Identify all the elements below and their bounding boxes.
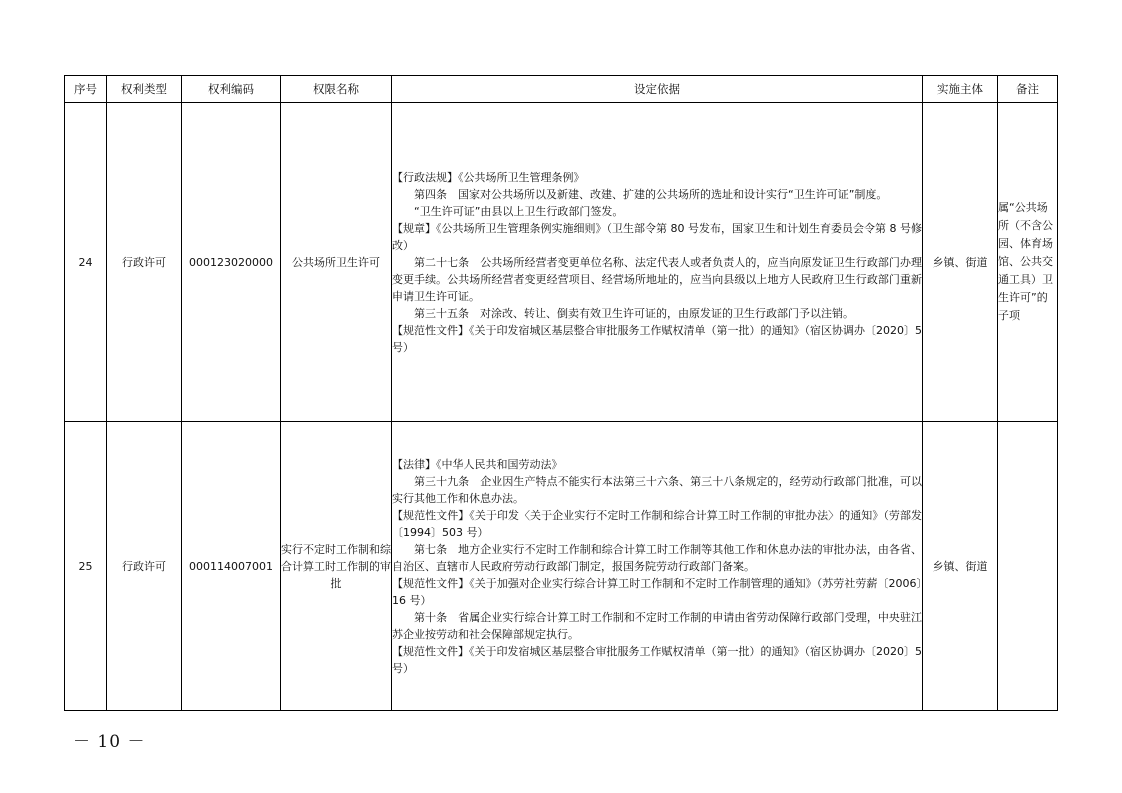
permission-table [64, 75, 1058, 711]
table-row [65, 422, 1058, 711]
legal-basis [392, 103, 923, 422]
basis-line: 【规范性文件】《关于印发宿城区基层整合审批服务工作赋权清单（第一批）的通知》（宿区协调办〔2020〕5 号） [392, 323, 922, 354]
right-name: 实行不定时工作制和综合计算工时工作制的审批 [281, 422, 392, 711]
header-basis: 设定依据 [392, 76, 923, 103]
right-name: 公共场所卫生许可 [281, 103, 392, 422]
basis-line: 【规章】《公共场所卫生管理条例实施细则》（卫生部令第 80 号发布，国家卫生和计划生育委员会令第 8 号修改） [392, 221, 922, 252]
header-name: 权限名称 [281, 76, 392, 103]
remark: 属“公共场所（不含公园、体育场馆、公共交通工具）卫生许可”的子项 [998, 103, 1058, 422]
basis-line: 【行政法规】《公共场所卫生管理条例》 [392, 170, 585, 184]
basis-line: 【法律】《中华人民共和国劳动法》 [392, 457, 563, 471]
implementing-agency: 乡镇、街道 [923, 422, 998, 711]
header-no: 序号 [65, 76, 107, 103]
basis-line: 第十条 省属企业实行综合计算工时工作制和不定时工作制的申请由省劳动保障行政部门受理，中央驻江苏企业按劳动和社会保障部规定执行。 [392, 610, 922, 641]
header-agency: 实施主体 [923, 76, 998, 103]
header-type: 权利类型 [107, 76, 182, 103]
basis-line: 第三十五条 对涂改、转让、倒卖有效卫生许可证的，由原发证的卫生行政部门予以注销。 [414, 306, 854, 320]
page-number: － 10 － [73, 732, 146, 752]
table-header-row [65, 76, 1058, 103]
header-code: 权利编码 [182, 76, 281, 103]
row-number: 24 [65, 103, 107, 422]
basis-line: 【规范性文件】《关于印发宿城区基层整合审批服务工作赋权清单（第一批）的通知》（宿区协调办〔2020〕5 号） [392, 644, 922, 675]
remark [998, 422, 1058, 711]
header-note: 备注 [998, 76, 1058, 103]
basis-line: “卫生许可证”由县以上卫生行政部门签发。 [414, 204, 624, 218]
implementing-agency: 乡镇、街道 [923, 103, 998, 422]
basis-line: 第三十九条 企业因生产特点不能实行本法第三十六条、第三十八条规定的，经劳动行政部门批准，可以实行其他工作和休息办法。 [392, 474, 922, 505]
legal-basis [392, 422, 923, 711]
table-row [65, 103, 1058, 422]
right-type: 行政许可 [107, 103, 182, 422]
basis-line: 第二十七条 公共场所经营者变更单位名称、法定代表人或者负责人的，应当向原发证卫生行政部门办理变更手续。公共场所经营者变更经营项目、经营场所地址的，应当向县级以上地方人民政府卫生行政部门重新申请卫生许可证。 [392, 255, 922, 303]
basis-line: 第四条 国家对公共场所以及新建、改建、扩建的公共场所的选址和设计实行“卫生许可证”制度。 [414, 187, 888, 201]
right-type: 行政许可 [107, 422, 182, 711]
basis-line: 【规范性文件】《关于加强对企业实行综合计算工时工作制和不定时工作制管理的通知》（苏劳社劳薪〔2006〕16 号） [392, 576, 922, 607]
basis-line: 【规范性文件】《关于印发〈关于企业实行不定时工作制和综合计算工时工作制的审批办法〉的通知》（劳部发〔1994〕503 号） [392, 508, 922, 539]
row-number: 25 [65, 422, 107, 711]
basis-line: 第七条 地方企业实行不定时工作制和综合计算工时工作制等其他工作和休息办法的审批办法，由各省、自治区、直辖市人民政府劳动行政部门制定，报国务院劳动行政部门备案。 [392, 542, 922, 573]
right-code: 000123020000 [182, 103, 281, 422]
right-code: 000114007001 [182, 422, 281, 711]
